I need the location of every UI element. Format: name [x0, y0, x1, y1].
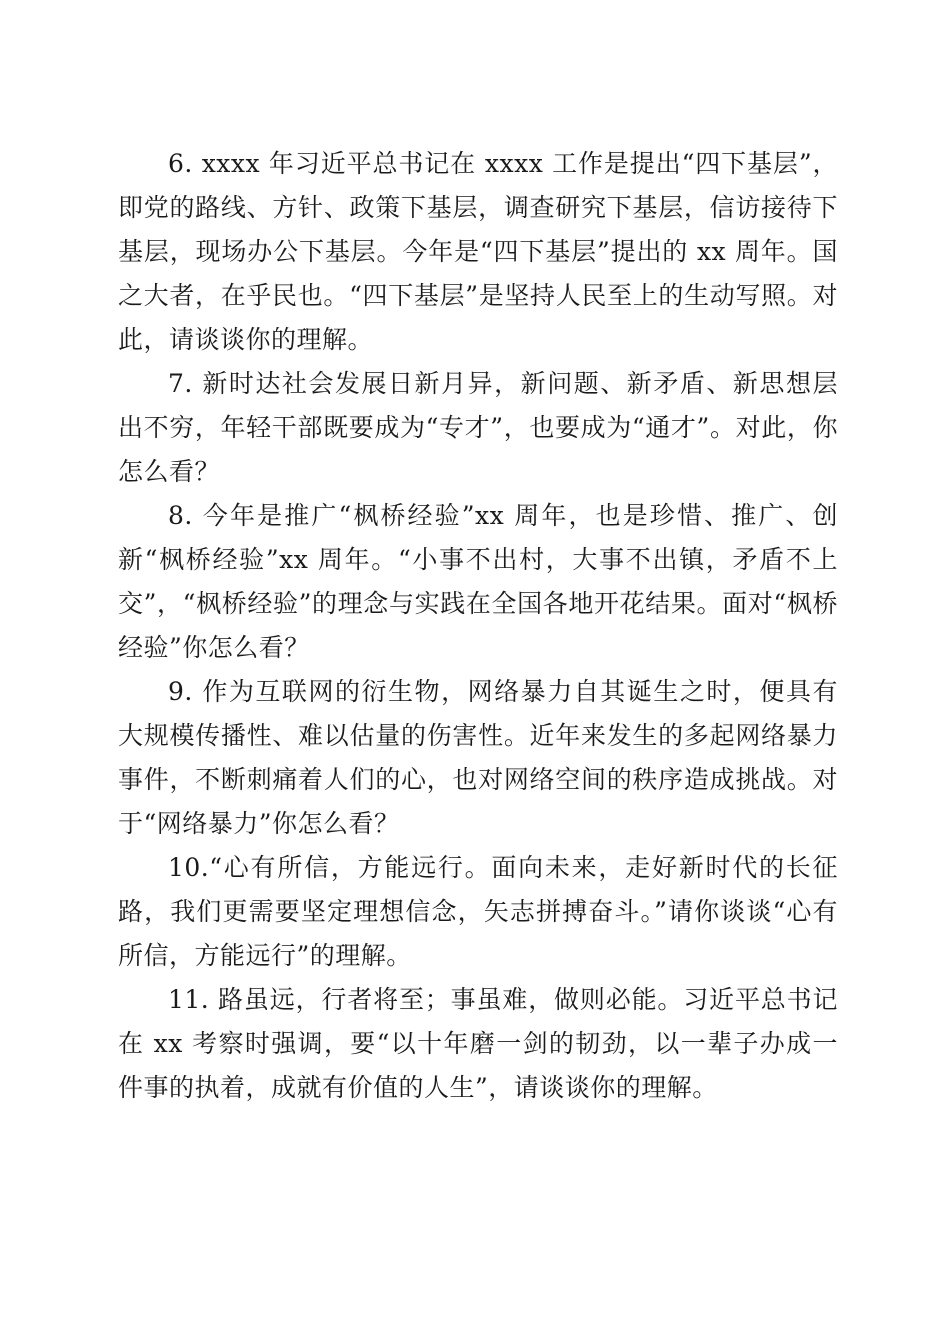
question-paragraph-7: 7. 新时达社会发展日新月异，新问题、新矛盾、新思想层出不穷，年轻干部既要成为“专才”，也要成为“通才”。对此，你怎么看？	[118, 369, 838, 486]
question-paragraph-11: 11. 路虽远，行者将至；事虽难，做则必能。习近平总书记在 xx 考察时强调，要“以十年磨一剑的韧劲，以一辈子办成一件事的执着，成就有价值的人生”，请谈谈你的理解。	[118, 985, 838, 1102]
document-body	[118, 142, 838, 1110]
question-paragraph-8: 8. 今年是推广“枫桥经验”xx 周年，也是珍惜、推广、创新“枫桥经验”xx 周年。“小事不出村，大事不出镇，矛盾不上交”，“枫桥经验”的理念与实践在全国各地开花结果。面对“枫桥经验”你怎么看？	[118, 501, 838, 662]
question-paragraph-10: 10.“心有所信，方能远行。面向未来，走好新时代的长征路，我们更需要坚定理想信念，矢志拼搏奋斗。”请你谈谈“心有所信，方能远行”的理解。	[118, 853, 838, 970]
question-paragraph-6: 6. xxxx 年习近平总书记在 xxxx 工作是提出“四下基层”，即党的路线、方针、政策下基层，调查研究下基层，信访接待下基层，现场办公下基层。今年是“四下基层”提出的 xx 周年。国之大者，在乎民也。“四下基层”是坚持人民至上的生动写照。对此，请谈谈你的理解。	[118, 149, 838, 354]
question-paragraph-9: 9. 作为互联网的衍生物，网络暴力自其诞生之时，便具有大规模传播性、难以估量的伤害性。近年来发生的多起网络暴力事件，不断刺痛着人们的心，也对网络空间的秩序造成挑战。对于“网络暴力”你怎么看？	[118, 677, 838, 838]
